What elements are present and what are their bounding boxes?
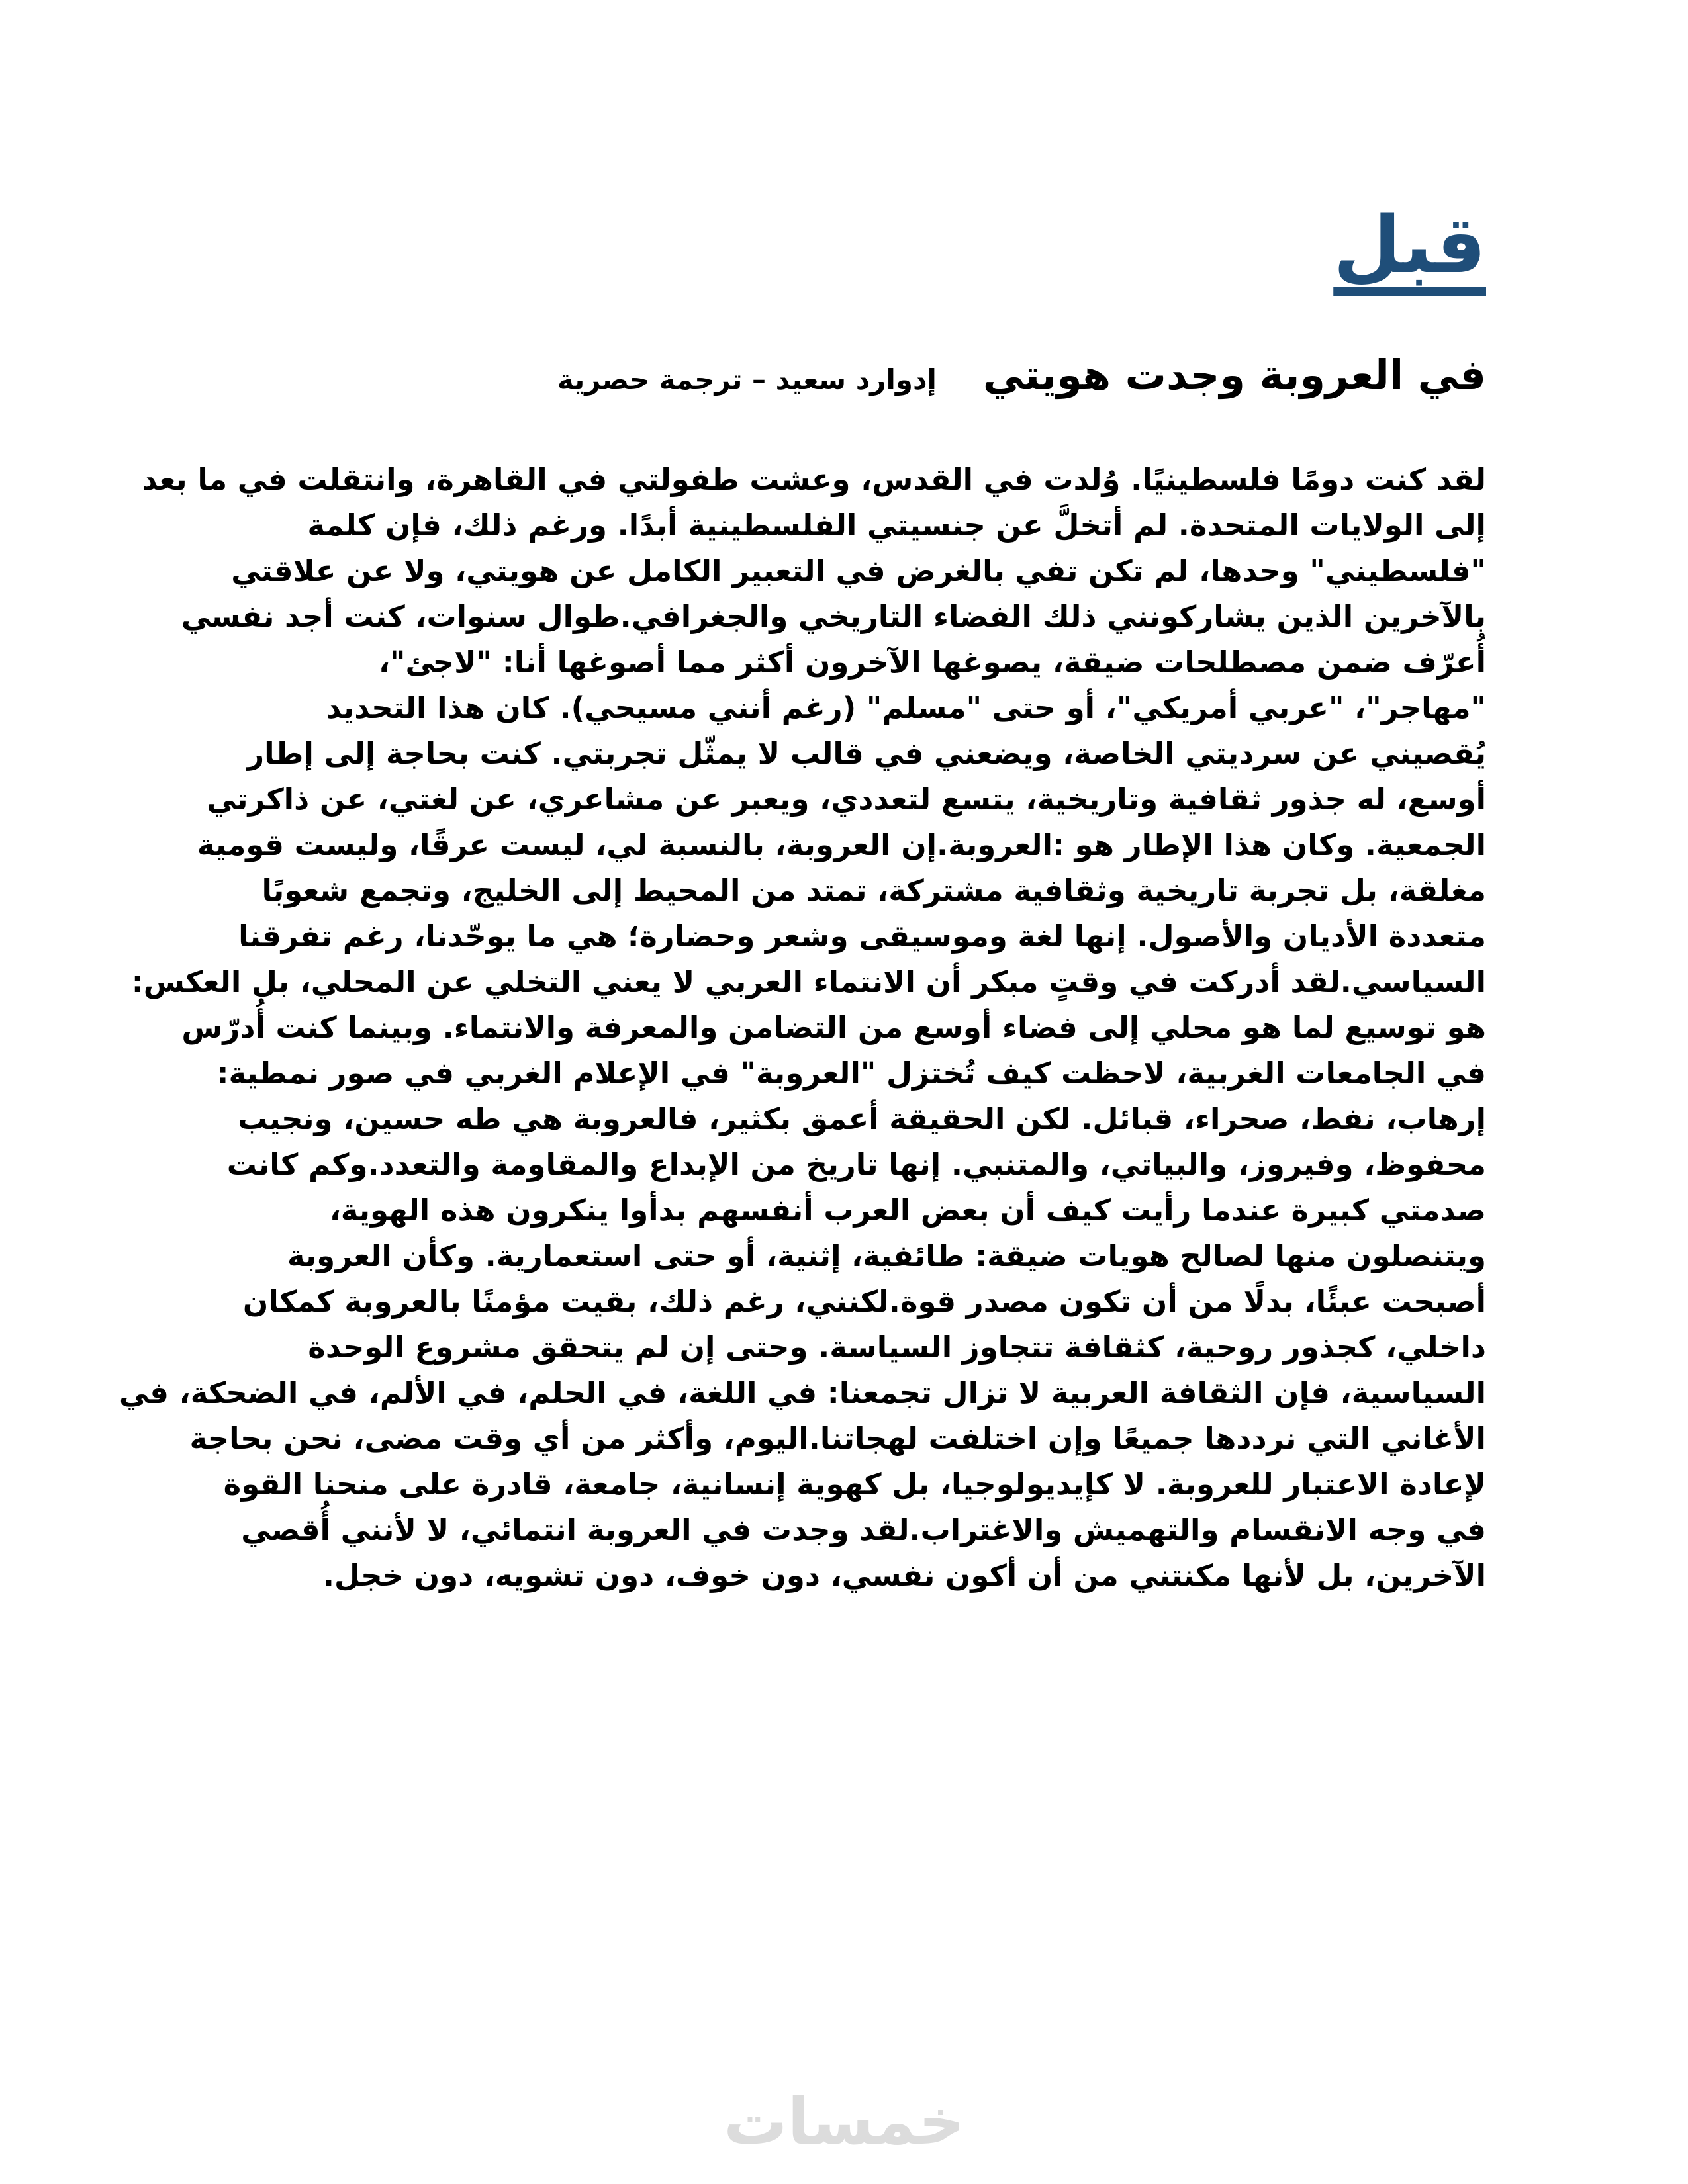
body-line: "مهاجر"، "عربي أمريكي"، أو حتى "مسلم" (رغم أنني مسيحي). كان هذا التحديد: [326, 690, 1486, 725]
article-subtitle: في العروبة وجدت هويتي: [982, 351, 1486, 399]
body-line: لإعادة الاعتبار للعروبة. لا كإيديولوجيا، بل كهوية إنسانية، جامعة، قادرة على منحنا القوة: [223, 1467, 1486, 1502]
body-line: في الجامعات الغربية، لاحظت كيف تُختزل "العروبة" في الإعلام الغربي في صور نمطية:: [216, 1056, 1486, 1091]
body-line: إلى الولايات المتحدة. لم أتخلَّ عن جنسيتي الفلسطينية أبدًا. ورغم ذلك، فإن كلمة: [307, 508, 1486, 543]
body-line: الآخرين، بل لأنها مكنتني من أن أكون نفسي، دون خوف، دون تشويه، دون خجل.: [322, 1558, 1486, 1593]
body-line: متعددة الأديان والأصول. إنها لغة وموسيقى وشعر وحضارة؛ هي ما يوحّدنا، رغم تفرقنا: [238, 919, 1486, 954]
body-line: السياسية، فإن الثقافة العربية لا تزال تجمعنا: في اللغة، في الحلم، في الألم، في الضحكة، في: [119, 1375, 1486, 1410]
body-line: أُعرّف ضمن مصطلحات ضيقة، يصوغها الآخرون أكثر مما أصوغها أنا: "لاجئ"،: [378, 645, 1486, 680]
body-line: صدمتي كبيرة عندما رأيت كيف أن بعض العرب أنفسهم بدأوا ينكرون هذه الهوية،: [329, 1193, 1486, 1228]
body-line: يُقصيني عن سرديتي الخاصة، ويضعني في قالب لا يمثّل تجربتي. كنت بحاجة إلى إطار: [247, 736, 1486, 771]
body-line: مغلقة، بل تجربة تاريخية وثقافية مشتركة، تمتد من المحيط إلى الخليج، وتجمع شعوبًا: [261, 873, 1486, 908]
subtitle-row: [557, 351, 1486, 399]
body-line: محفوظ، وفيروز، والبياتي، والمتنبي. إنها تاريخ من الإبداع والمقاومة والتعدد.وكم كانت: [226, 1147, 1486, 1182]
body-line: داخلي، كجذور روحية، كثقافة تتجاوز السياسة. وحتى إن لم يتحقق مشروع الوحدة: [308, 1330, 1486, 1365]
body-line: بالآخرين الذين يشاركونني ذلك الفضاء التاريخي والجغرافي.طوال سنوات، كنت أجد نفسي: [181, 599, 1486, 634]
body-line: أصبحت عبئًا، بدلًا من أن تكون مصدر قوة.لكنني، رغم ذلك، بقيت مؤمنًا بالعروبة كمكان: [242, 1284, 1486, 1319]
watermark-logo: خمسات: [724, 2085, 964, 2159]
page-title: قبل: [1333, 199, 1486, 291]
body-line: إرهاب، نفط، صحراء، قبائل. لكن الحقيقة أعمق بكثير، فالعروبة هي طه حسين، ونجيب: [238, 1101, 1486, 1136]
article-body: [119, 457, 1486, 1598]
body-line: السياسي.لقد أدركت في وقتٍ مبكر أن الانتماء العربي لا يعني التخلي عن المحلي، بل العكس:: [131, 964, 1486, 999]
author-byline: إدوارد سعيد – ترجمة حصرية: [557, 363, 937, 396]
body-line: الأغاني التي نرددها جميعًا وإن اختلفت لهجاتنا.اليوم، وأكثر من أي وقت مضى، نحن بحاجة: [189, 1421, 1486, 1456]
body-line: في وجه الانقسام والتهميش والاغتراب.لقد وجدت في العروبة انتمائي، لا لأنني أُقصي: [241, 1512, 1486, 1547]
body-line: ويتنصلون منها لصالح هويات ضيقة: طائفية، إثنية، أو حتى استعمارية. وكأن العروبة: [287, 1238, 1486, 1273]
body-line: الجمعية. وكان هذا الإطار هو :العروبة.إن العروبة، بالنسبة لي، ليست عرقًا، وليست قومية: [197, 827, 1486, 862]
body-line: أوسع، له جذور ثقافية وتاريخية، يتسع لتعددي، ويعبر عن مشاعري، عن لغتي، عن ذاكرتي: [207, 782, 1486, 817]
body-line: لقد كنت دومًا فلسطينيًا. وُلدت في القدس، وعشت طفولتي في القاهرة، وانتقلت في ما بعد: [142, 462, 1486, 497]
body-line: "فلسطيني" وحدها، لم تكن تفي بالغرض في التعبير الكامل عن هويتي، ولا عن علاقتي: [231, 553, 1486, 588]
body-line: هو توسيع لما هو محلي إلى فضاء أوسع من التضامن والمعرفة والانتماء. وبينما كنت أُدرّس: [181, 1010, 1486, 1045]
